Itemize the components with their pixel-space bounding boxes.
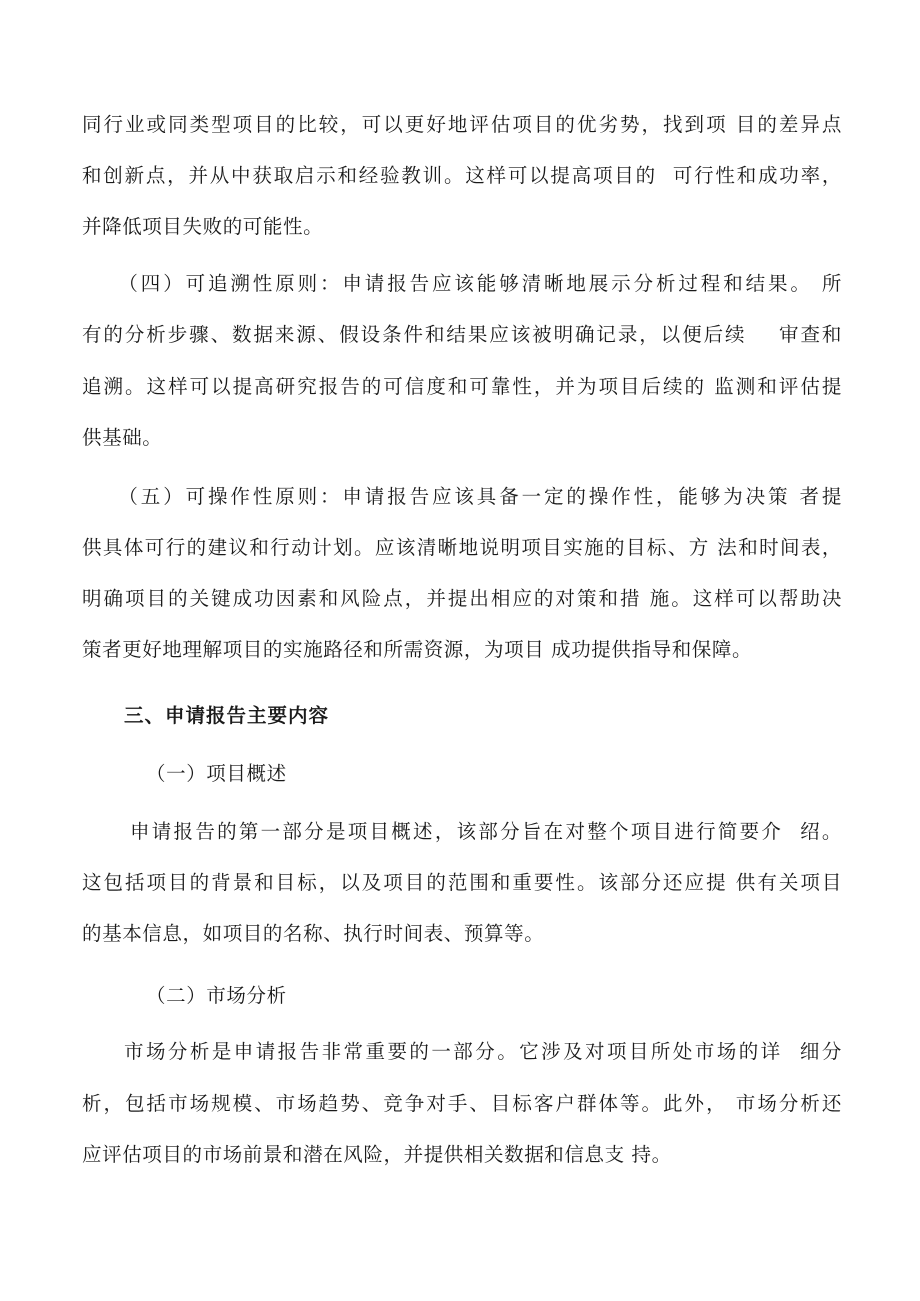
subsection-2-line-3: 应评估项目的市场前景和潜在风险，并提供相关数据和信息支 持。 (82, 1143, 672, 1166)
section-heading: 三、申请报告主要内容 (124, 704, 330, 727)
paragraph-2-line-1: （四）可追溯性原则：申请报告应该能够清晰地展示分析过程和结果。 所 (82, 272, 842, 295)
subsection-2-title: （二）市场分析 (146, 984, 287, 1007)
paragraph-2-line-2: 有的分析步骤、数据来源、假设条件和结果应该被明确记录，以便后续 审查和 (82, 323, 842, 346)
paragraph-1-line-2: 和创新点，并从中获取启示和经验教训。这样可以提高项目的 可行性和成功率， (82, 164, 842, 187)
subsection-1-line-1: 申请报告的第一部分是项目概述，该部分旨在对整个项目进行简要介 绍。 (130, 820, 842, 843)
subsection-1-line-3: 的基本信息，如项目的名称、执行时间表、预算等。 (82, 922, 545, 945)
subsection-2-line-2: 析，包括市场规模、市场趋势、竞争对手、目标客户群体等。此外， 市场分析还 (82, 1092, 842, 1115)
paragraph-1-line-1: 同行业或同类型项目的比较，可以更好地评估项目的优劣势，找到项 目的差异点 (82, 113, 842, 136)
subsection-1-line-2: 这包括项目的背景和目标，以及项目的范围和重要性。该部分还应提 供有关项目 (82, 871, 842, 894)
paragraph-2-line-3: 追溯。这样可以提高研究报告的可信度和可靠性，并为项目后续的 监测和评估提 (82, 375, 842, 398)
subsection-2-line-1: 市场分析是申请报告非常重要的一部分。它涉及对项目所处市场的详 细分 (124, 1040, 842, 1063)
paragraph-1-line-3: 并降低项目失败的可能性。 (82, 215, 324, 238)
paragraph-3-line-1: （五）可操作性原则：申请报告应该具备一定的操作性，能够为决策 者提 (82, 485, 842, 508)
subsection-1-title: （一）项目概述 (146, 762, 287, 785)
paragraph-2-line-4: 供基础。 (82, 426, 163, 449)
paragraph-3-line-2: 供具体可行的建议和行动计划。应该清晰地说明项目实施的目标、方 法和时间表， (82, 536, 842, 559)
paragraph-3-line-4: 策者更好地理解项目的实施路径和所需资源，为项目 成功提供指导和保障。 (82, 638, 753, 661)
paragraph-3-line-3: 明确项目的关键成功因素和风险点，并提出相应的对策和措 施。这样可以帮助决 (82, 587, 842, 610)
